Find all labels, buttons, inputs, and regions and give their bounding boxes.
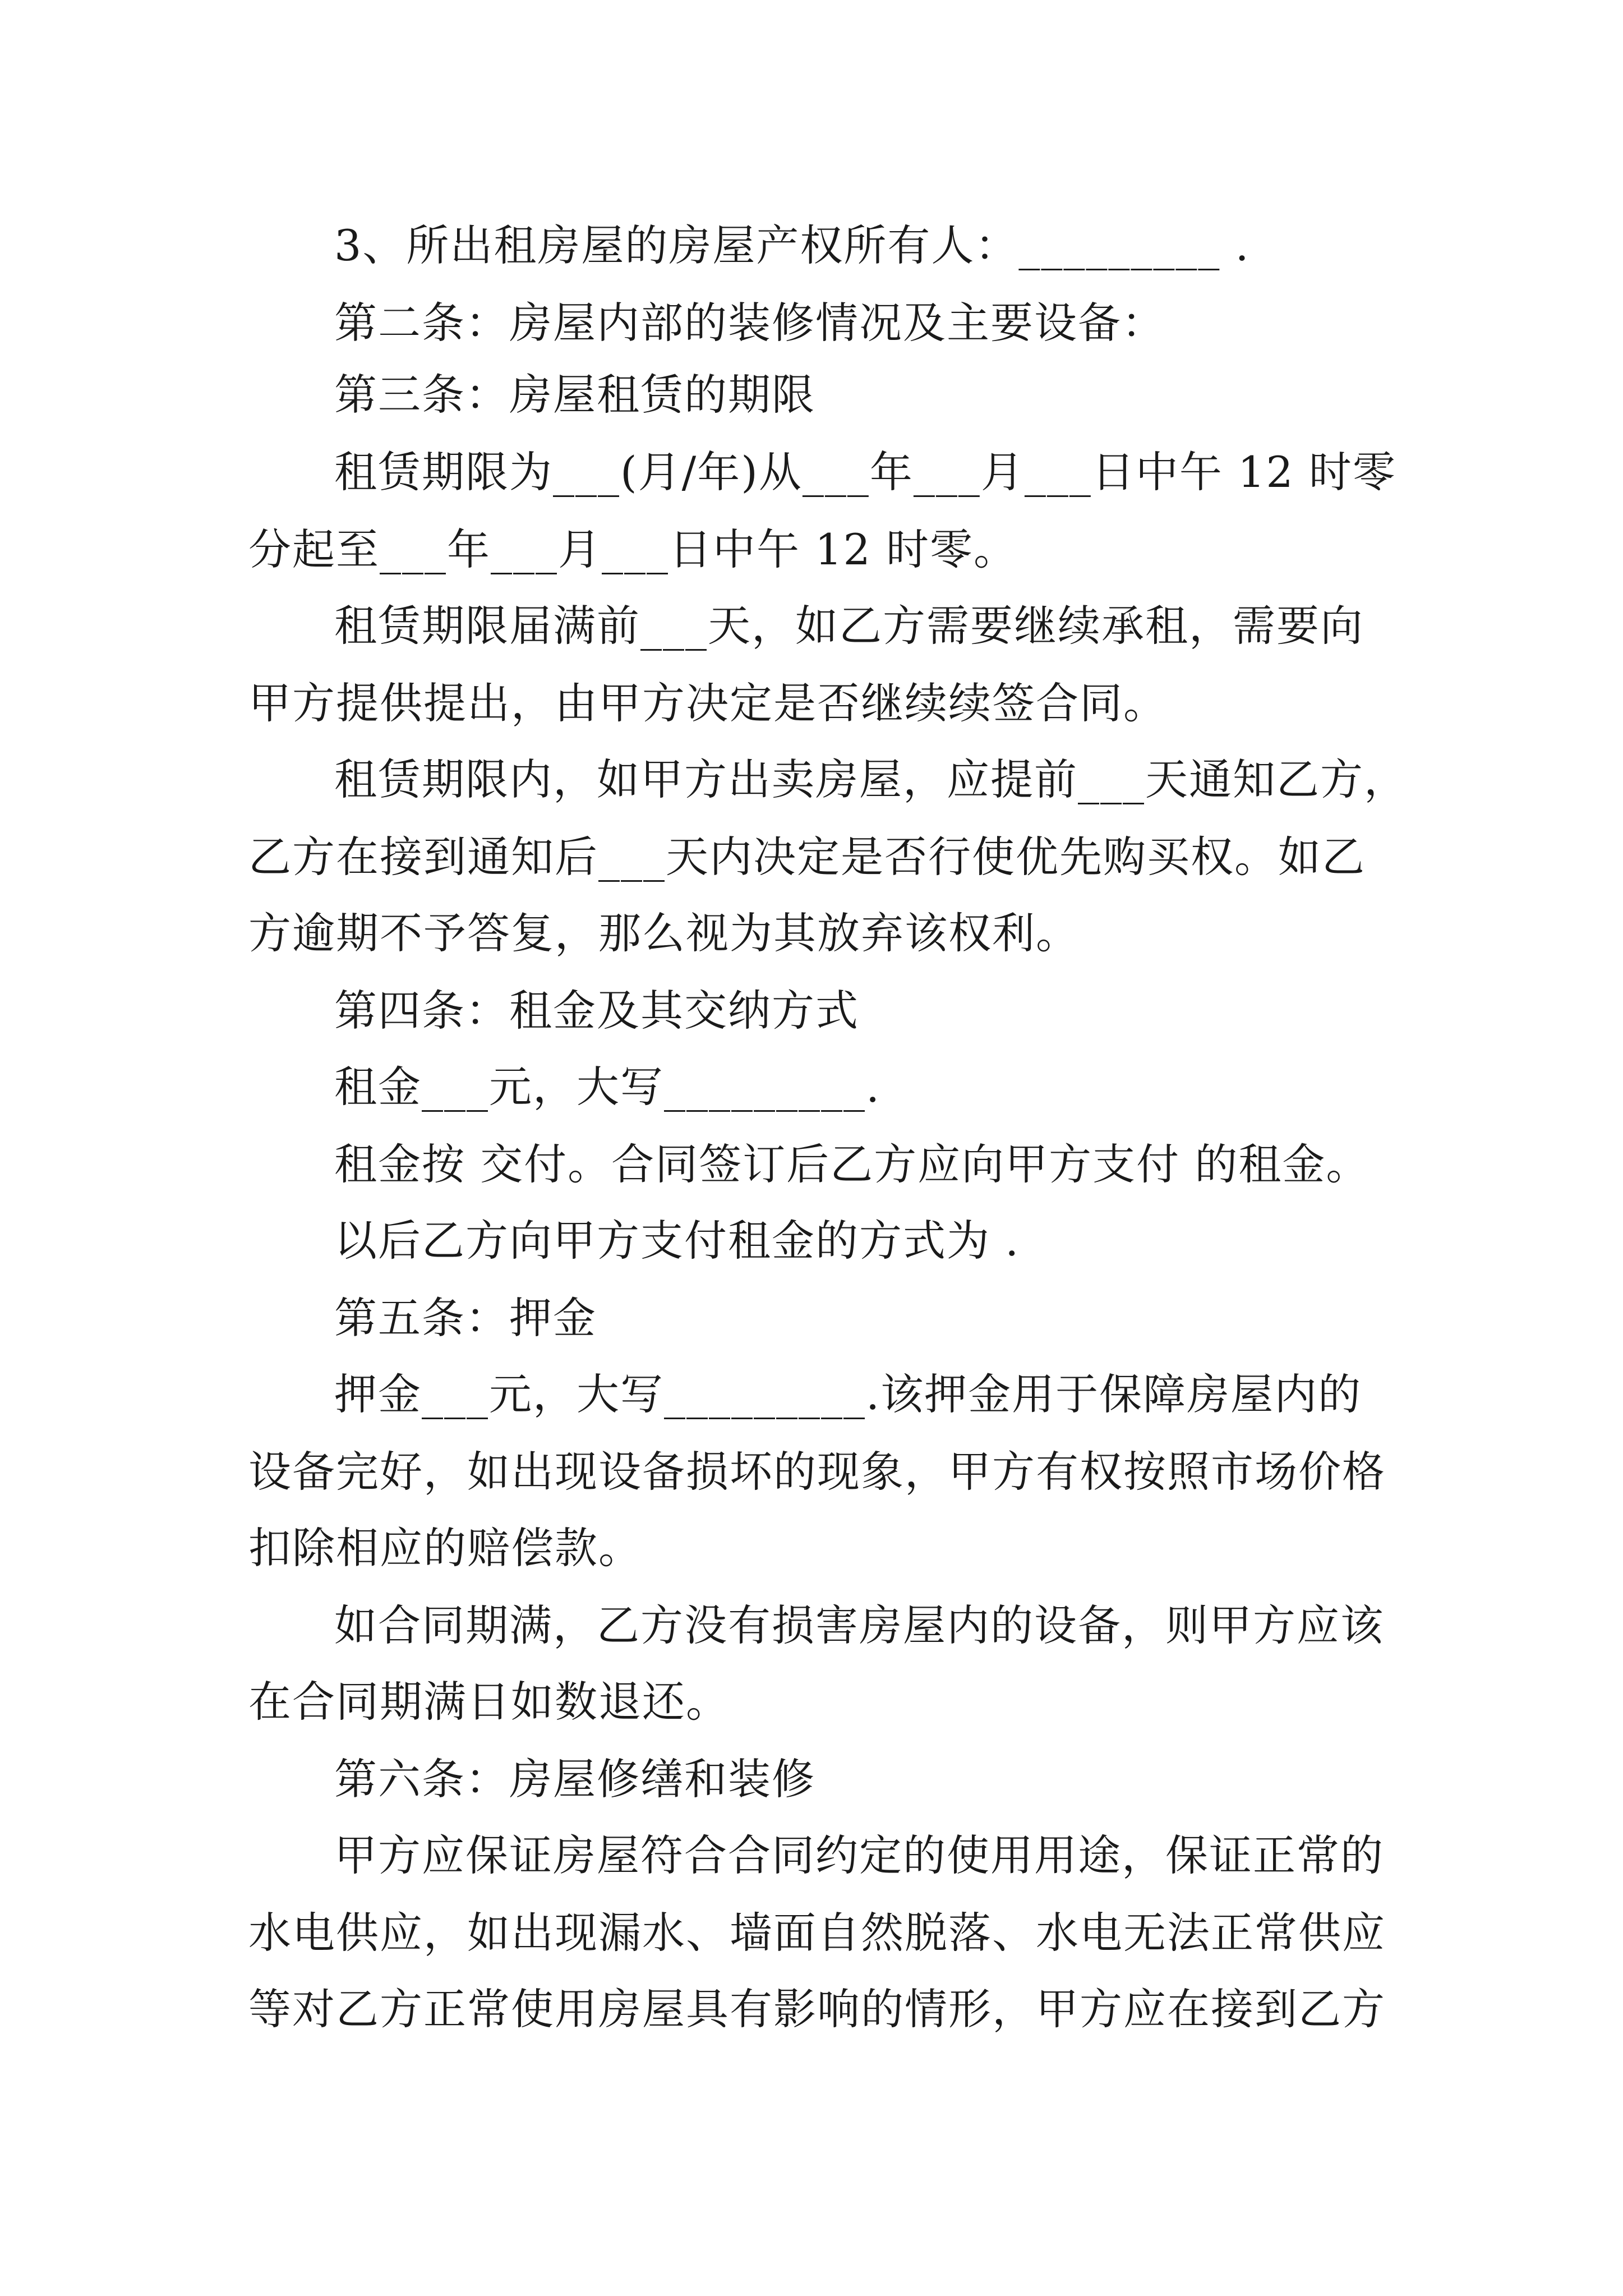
text-line: 甲方应保证房屋符合合同约定的使用用途，保证正常的: [334, 1830, 1384, 1880]
text-line: 水电供应，如出现漏水、墙面自然脱落、水电无法正常供应: [248, 1908, 1386, 1958]
section-heading: 第六条：房屋修缮和装修: [334, 1754, 815, 1804]
text-line: 租金按 交付。合同签订后乙方应向甲方支付 的租金。: [334, 1139, 1370, 1189]
text-line: 设备完好，如出现设备损坏的现象，甲方有权按照市场价格: [248, 1447, 1386, 1497]
text-line: 租赁期限内，如甲方出卖房屋，应提前___天通知乙方，: [334, 754, 1408, 804]
text-line: 扣除相应的赔偿款。: [248, 1523, 642, 1573]
text-line: 3、所出租房屋的房屋产权所有人：_________ .: [334, 220, 1250, 270]
text-line: 乙方在接到通知后___天内决定是否行使优先购买权。如乙: [248, 832, 1366, 882]
section-heading: 第二条：房屋内部的装修情况及主要设备：: [334, 298, 1165, 348]
section-heading: 第四条：租金及其交纳方式: [334, 986, 859, 1036]
text-line: 租赁期限届满前___天，如乙方需要继续承租，需要向: [334, 601, 1364, 651]
text-line: 在合同期满日如数退还。: [248, 1677, 730, 1727]
text-line: 如合同期满，乙方没有损害房屋内的设备，则甲方应该: [334, 1600, 1384, 1650]
text-line: 甲方提供提出，由甲方决定是否继续续签合同。: [248, 678, 1167, 728]
text-line: 以后乙方向甲方支付租金的方式为 .: [334, 1216, 1020, 1266]
text-line: 押金___元，大写_________.该押金用于保障房屋内的: [334, 1369, 1362, 1419]
text-line: 租金___元，大写_________.: [334, 1062, 881, 1112]
text-line: 方逾期不予答复，那么视为其放弃该权利。: [248, 908, 1080, 958]
section-heading: 第三条：房屋租赁的期限: [334, 370, 815, 420]
text-line: 租赁期限为___(月/年)从___年___月___日中午 12 时零: [334, 447, 1396, 497]
text-line: 分起至___年___月___日中午 12 时零。: [248, 524, 1018, 574]
section-heading: 第五条：押金: [334, 1293, 597, 1343]
text-line: 等对乙方正常使用房屋具有影响的情形，甲方应在接到乙方: [248, 1984, 1386, 2034]
